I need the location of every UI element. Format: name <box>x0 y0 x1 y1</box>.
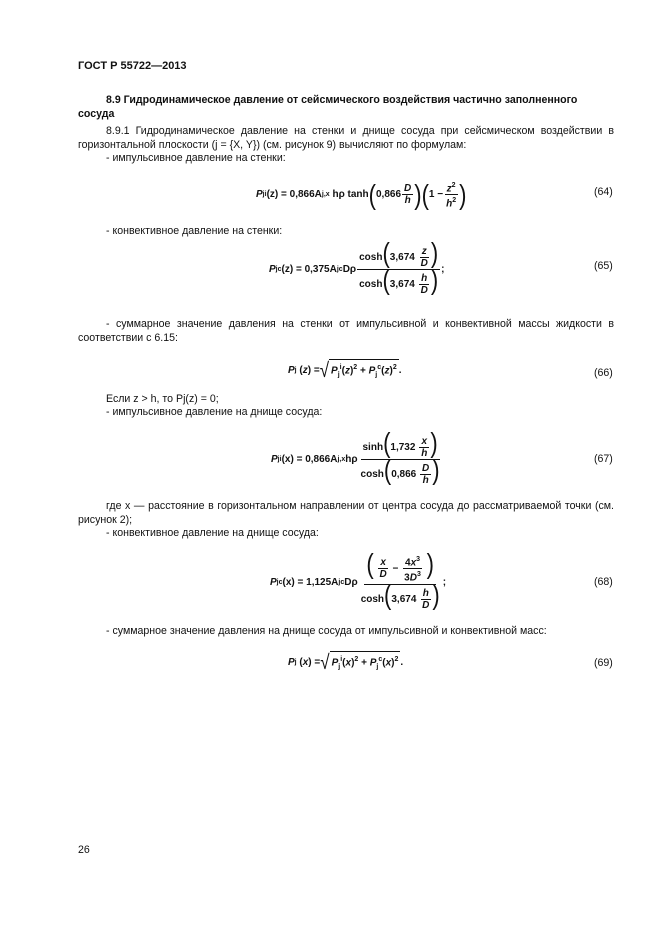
document-header: ГОСТ Р 55722—2013 <box>78 60 187 72</box>
page-number: 26 <box>78 844 90 856</box>
equation-number-69: (69) <box>594 657 613 669</box>
item-sum-bottom: - суммарное значение давления на днище сосуда от импульсивной и конвективной масс: <box>106 625 547 637</box>
item-impulse-bottom: - импульсивное давление на днище сосуда: <box>106 406 323 418</box>
formula-66: P j ( z ) = √ $P_j^i(z)^2 + P_j^c(z)^2$ . <box>288 358 402 382</box>
if-condition-line: Если z > h, то Pj(z) = 0; <box>106 393 219 405</box>
formula-67: P j i (x) = 0,866A j,x hρ sinh(1,732 $\frac{x}{h}$ ) cosh(0,866 $\frac{D}{h}$ ) <box>271 426 440 486</box>
equation-number-68: (68) <box>594 576 613 588</box>
item-impulse-wall: - импульсивное давление на стенки: <box>106 152 286 164</box>
item-sum-wall: - суммарное значение давления на стенки от импульсивной и конвективной массы жидкости в соответствии с 6.15: <box>78 318 614 344</box>
formula-65: P j c (z) = 0,375A j c Dρ cosh(3,674 $\frac{z}{D}$ ) cosh(3,674 $\frac{h}{D}$ ) ; <box>269 236 445 296</box>
item-convect-wall: - конвективное давление на стенки: <box>106 225 283 237</box>
equation-number-65: (65) <box>594 260 613 272</box>
section-title: 8.9 Гидродинамическое давление от сейсмического воздействия частично заполненного сосуда <box>78 94 578 120</box>
equation-number-66: (66) <box>594 367 613 379</box>
paragraph-8-9-1: 8.9.1 Гидродинамическое давление на стенки и днище сосуда при сейсмическом воздействии в горизонтальной плоскости (j = {X, Y}) (см. рисунок 9) вычисляют по формулам: <box>78 125 614 151</box>
where-x-definition: где x — расстояние в горизонтальном направлении от центра сосуда до рассматриваемой точки (см. рисунок 2); <box>78 500 614 526</box>
formula-68: P j c (x) = 1,125A j c Dρ ( $\frac{x}{D}$ − $\frac{4x^3}{3D^3}$ ) cosh(3,674 $\frac{h}{D}$ ) ; <box>270 548 447 611</box>
formula-69: P j ( x ) = √ $P_j^i(x)^2 + P_j^c(x)^2$ . <box>288 650 404 674</box>
equation-number-67: (67) <box>594 453 613 465</box>
item-convect-bottom: - конвективное давление на днище сосуда: <box>106 527 319 539</box>
formula-64: P j i (z) = 0,866A j,x hρ tanh ( 0,866 $\frac{D}{h}$ ) ( 1 − $\frac{z^2}{h^2}$ ) <box>256 178 467 210</box>
equation-number-64: (64) <box>594 186 613 198</box>
